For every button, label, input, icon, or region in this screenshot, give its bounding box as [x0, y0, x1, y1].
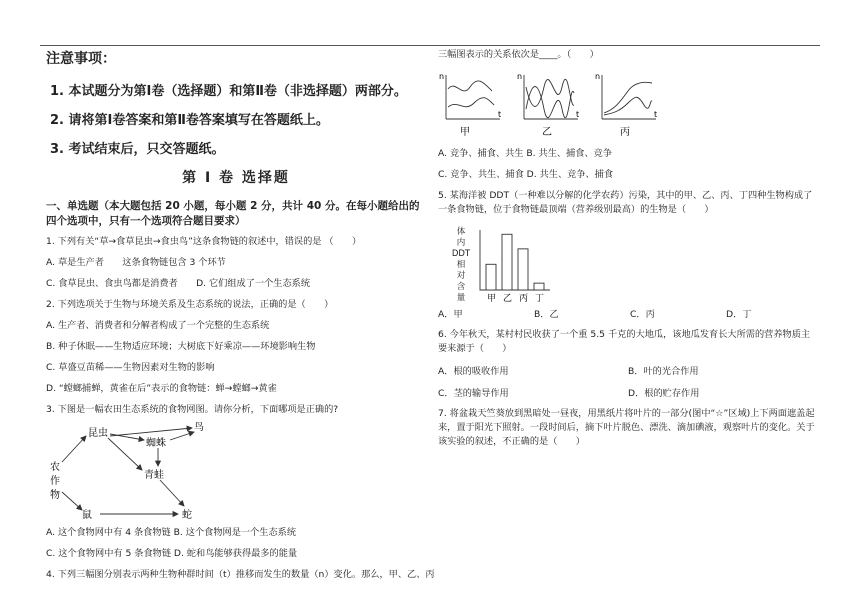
population-graphs — [438, 69, 768, 139]
q2-option-c: C. 草盛豆苗稀——生物因素对生物的影响 — [46, 362, 215, 373]
q6-option-b: B．叶的光合作用 — [628, 366, 699, 377]
q6-options-cd — [438, 385, 818, 399]
q7-stem: 7. 将盆栽天竺葵放到黑暗处一昼夜，用黑纸片将叶片的一部分(图中“☆”区域)上下两面遮盖起来，置于阳光下照射。一段时间后，摘下叶片脱色、漂洗、滴加碘液，观察叶片的变化。关于该实验的叙述，不正确的是（ ） — [438, 408, 815, 447]
bar-4 — [534, 283, 544, 290]
notice-item-1: 1. 本试题分为第Ⅰ卷（选择题）和第Ⅱ卷（非选择题）两部分。 — [50, 84, 407, 99]
q2-option-a: A. 生产者、消费者和分解者构成了一个完整的生态系统 — [46, 320, 270, 331]
graph-bing-label: 丙 — [620, 127, 630, 138]
q6-option-c: C．茎的输导作用 — [438, 388, 509, 399]
web-source-1: 农 — [50, 462, 60, 473]
q5-option-b: B．乙 — [534, 309, 559, 320]
q5-option-c: C．丙 — [630, 309, 655, 320]
graph-bing-ylabel: n — [595, 72, 601, 81]
q5-chart-ylabel — [450, 227, 472, 304]
section-intro: 一、单选题（本大题包括 20 小题，每小题 2 分，共计 40 分。在每小题给出的四个选项中，只有一个选项符合题目要求） — [46, 200, 420, 227]
q3-options-cd: C. 这个食物网中有 5 条食物链 D. 蛇和鸟能够获得最多的能量 — [46, 548, 298, 559]
q6-option-a: A．根的吸收作用 — [438, 366, 509, 377]
q5-stem: 5. 某海洋被 DDT（一种难以分解的化学农药）污染，其中的甲、乙、丙、丁四种生物构成了一条食物链，位于食物链最顶端（营养级别最高）的生物是（ ） — [438, 190, 813, 215]
ylabel-char-6: 含 — [456, 282, 466, 292]
graph-jia-label: 甲 — [460, 127, 470, 138]
graph-yi — [517, 72, 579, 138]
bar-3 — [518, 249, 528, 290]
q6-stem: 6. 今年秋天，某村村民收获了一个重 5.5 千克的大地瓜，该地瓜发育长大所需的营养物质主要来源于（ ） — [438, 329, 811, 354]
graph-yi-xlabel: t — [576, 110, 580, 119]
bar-label-2: 乙 — [503, 294, 513, 304]
web-bird: 鸟 — [194, 422, 204, 433]
q3-stem: 3. 下图是一幅农田生态系统的食物网图。请你分析，下面哪项是正确的? — [46, 404, 339, 415]
q4-options-ab: A. 竞争、捕食、共生 B. 共生、捕食、竞争 — [438, 148, 613, 159]
notice-item-3: 3. 考试结束后，只交答题纸。 — [50, 142, 225, 157]
ddt-bar-chart — [476, 224, 556, 304]
q1-stem: 1. 下列有关“草→食草昆虫→食虫鸟”这条食物链的叙述中，错误的是 （ ） — [46, 236, 362, 247]
web-frog: 青蛙 — [144, 470, 164, 481]
bar-label-4: 丁 — [535, 294, 545, 304]
web-spider: 蜘蛛 — [146, 438, 166, 449]
q5-option-a: A．甲 — [438, 309, 463, 320]
web-insect: 昆虫 — [88, 428, 108, 439]
header-rule — [40, 45, 820, 46]
q2-option-b: B. 种子休眠——生物适应环境；大树底下好乘凉——环境影响生物 — [46, 341, 316, 352]
web-snake: 蛇 — [182, 510, 192, 521]
q2-option-d: D. “螳螂捕蝉，黄雀在后”表示的食物链：蝉→螳螂→黄雀 — [46, 383, 277, 394]
q5-options — [438, 306, 818, 320]
graph-bing — [595, 72, 657, 138]
graph-bing-xlabel: t — [654, 110, 658, 119]
graph-jia-xlabel: t — [498, 110, 502, 119]
notice-item-2: 2. 请将第Ⅰ卷答案和第Ⅱ卷答案填写在答题纸上。 — [50, 113, 329, 128]
q5-chart-wrap — [450, 224, 818, 304]
q2-stem: 2. 下列选项关于生物与环境关系及生态系统的说法，正确的是（ ） — [46, 299, 334, 310]
ylabel-char-1: 体 — [456, 227, 466, 237]
notice-title: 注意事项： — [46, 51, 116, 67]
bar-label-1: 甲 — [487, 294, 497, 304]
section-title: 第 Ⅰ 卷 选择题 — [182, 170, 290, 186]
ylabel-char-4: 相 — [456, 260, 466, 270]
graph-yi-label: 乙 — [542, 127, 552, 138]
q4-stem-start: 4. 下列三幅图分别表示两种生物种群时间（t）推移而发生的数量（n）变化。那么，甲、乙、丙 — [46, 569, 435, 580]
ylabel-char-5: 对 — [456, 271, 466, 281]
graph-yi-ylabel: n — [517, 72, 523, 81]
q6-options-ab — [438, 363, 818, 377]
ylabel-char-7: 量 — [456, 293, 466, 303]
q3-options-ab: A. 这个食物网中有 4 条食物链 B. 这个食物网是一个生态系统 — [46, 527, 297, 538]
q1-options-ab: A. 草是生产者 这条食物链包含 3 个环节 — [46, 257, 226, 268]
web-source-3: 物 — [50, 490, 60, 501]
q4-options-cd: C. 竞争、共生、捕食 D. 共生、竞争、捕食 — [438, 169, 614, 180]
bar-1 — [486, 264, 496, 290]
bar-label-3: 丙 — [519, 294, 529, 304]
q5-option-d: D．丁 — [726, 309, 752, 320]
q1-options-cd: C. 食草昆虫、食虫鸟都是消费者 D. 它们组成了一个生态系统 — [46, 278, 311, 289]
ylabel-char-2: 内 — [456, 238, 466, 248]
graph-jia-ylabel: n — [439, 72, 445, 81]
right-column — [438, 48, 818, 456]
bar-2 — [502, 234, 512, 290]
web-mouse: 鼠 — [82, 510, 92, 521]
ylabel-char-3: DDT — [451, 249, 471, 259]
q6-option-d: D．根的贮存作用 — [628, 388, 700, 399]
web-source-2: 作 — [50, 476, 60, 487]
left-column — [46, 48, 435, 589]
food-web-diagram — [46, 422, 276, 522]
q4-stem-end: 三幅图表示的关系依次是____。（ ） — [438, 49, 599, 60]
graph-jia — [439, 72, 501, 138]
